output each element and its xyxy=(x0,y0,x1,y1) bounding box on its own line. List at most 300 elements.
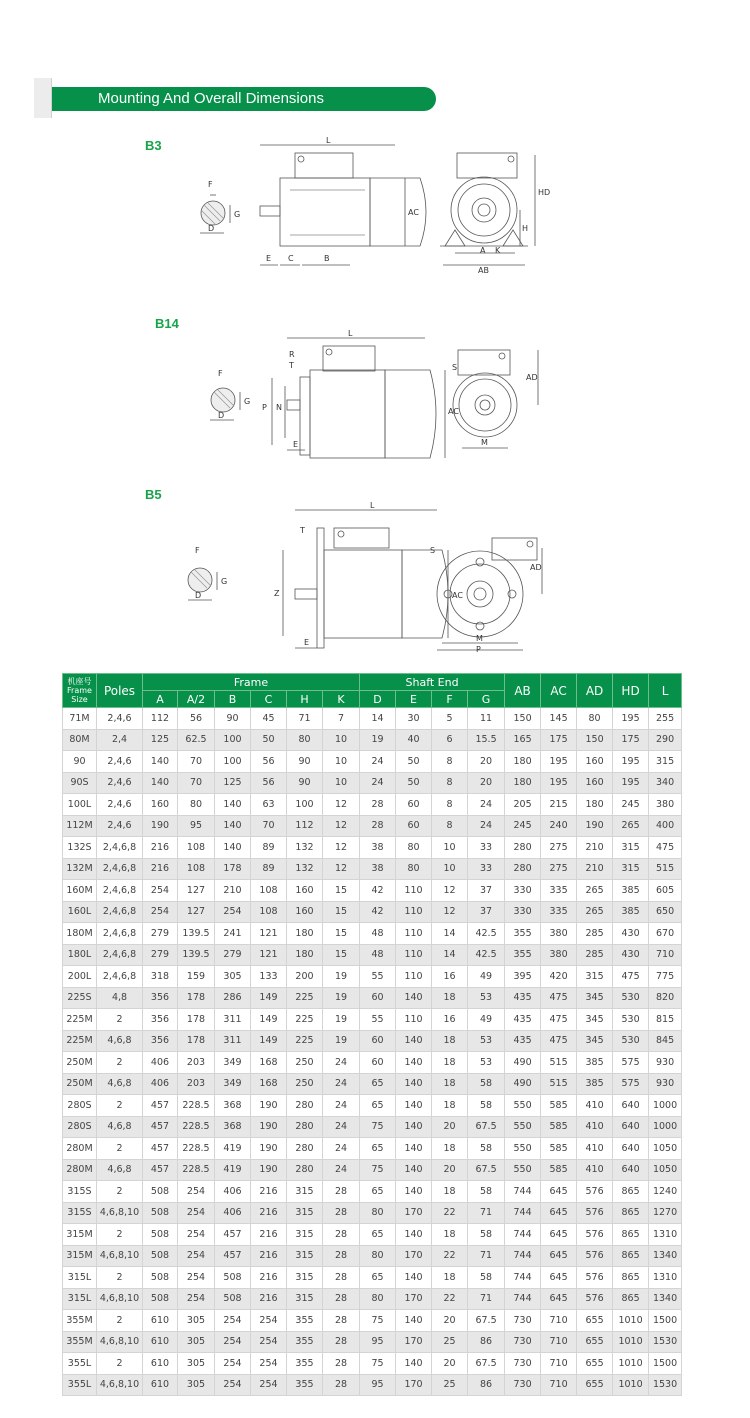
table-cell: 33 xyxy=(468,837,505,859)
table-cell: 62.5 xyxy=(178,729,215,751)
table-row xyxy=(63,1288,682,1310)
diagram-label-b3: B3 xyxy=(145,138,162,153)
table-row xyxy=(63,1224,682,1246)
table-cell: 254 xyxy=(215,901,251,923)
col-poles: Poles xyxy=(97,674,143,708)
table-row xyxy=(63,1009,682,1031)
table-cell: 216 xyxy=(251,1224,287,1246)
cell-frame-size: 280M xyxy=(63,1159,97,1181)
table-cell: 80 xyxy=(360,1245,396,1267)
cell-poles: 2,4 xyxy=(97,729,143,751)
dim-label-l: L xyxy=(370,501,375,510)
table-cell: 645 xyxy=(541,1267,577,1289)
table-cell: 280 xyxy=(287,1159,323,1181)
table-cell: 12 xyxy=(432,901,468,923)
table-cell: 200 xyxy=(287,966,323,988)
table-cell: 410 xyxy=(577,1095,613,1117)
table-cell: 290 xyxy=(649,729,682,751)
dim-label-l: L xyxy=(348,330,353,338)
table-cell: 24 xyxy=(323,1095,360,1117)
table-cell: 16 xyxy=(432,966,468,988)
table-cell: 55 xyxy=(360,966,396,988)
dim-label-e: E xyxy=(266,254,272,263)
table-cell: 110 xyxy=(396,923,432,945)
table-cell: 24 xyxy=(468,815,505,837)
table-cell: 430 xyxy=(613,923,649,945)
table-cell: 475 xyxy=(541,987,577,1009)
table-cell: 24 xyxy=(323,1052,360,1074)
cell-poles: 2 xyxy=(97,1052,143,1074)
table-cell: 340 xyxy=(649,772,682,794)
table-cell: 530 xyxy=(613,1030,649,1052)
cell-frame-size: 132S xyxy=(63,837,97,859)
table-cell: 210 xyxy=(215,880,251,902)
table-row xyxy=(63,1052,682,1074)
table-cell: 42 xyxy=(360,901,396,923)
diagram-b14 xyxy=(190,330,550,460)
table-cell: 410 xyxy=(577,1138,613,1160)
table-cell: 280 xyxy=(505,858,541,880)
table-cell: 550 xyxy=(505,1159,541,1181)
table-cell: 210 xyxy=(577,837,613,859)
table-cell: 930 xyxy=(649,1073,682,1095)
dim-label-b: B xyxy=(324,254,330,263)
table-cell: 20 xyxy=(468,772,505,794)
table-cell: 15.5 xyxy=(468,729,505,751)
table-cell: 67.5 xyxy=(468,1116,505,1138)
table-cell: 245 xyxy=(613,794,649,816)
table-cell: 585 xyxy=(541,1159,577,1181)
dim-label-a: A xyxy=(480,246,486,255)
table-cell: 550 xyxy=(505,1116,541,1138)
table-cell: 275 xyxy=(541,837,577,859)
dim-label-hd: HD xyxy=(538,188,551,197)
dim-label-f: F xyxy=(195,546,200,555)
table-row xyxy=(63,966,682,988)
frame-size-cn-label: 机座号 xyxy=(67,677,92,686)
table-cell: 165 xyxy=(505,729,541,751)
table-cell: 368 xyxy=(215,1116,251,1138)
table-cell: 149 xyxy=(251,1009,287,1031)
dim-label-d: D xyxy=(218,411,225,420)
table-cell: 48 xyxy=(360,923,396,945)
table-cell: 8 xyxy=(432,815,468,837)
table-cell: 140 xyxy=(143,772,178,794)
table-row xyxy=(63,837,682,859)
cell-frame-size: 225M xyxy=(63,1030,97,1052)
cell-poles: 4,6,8 xyxy=(97,1073,143,1095)
table-cell: 140 xyxy=(396,1052,432,1074)
cell-poles: 4,6,8,10 xyxy=(97,1245,143,1267)
table-cell: 180 xyxy=(505,772,541,794)
table-cell: 508 xyxy=(143,1245,178,1267)
table-cell: 140 xyxy=(396,1073,432,1095)
table-cell: 241 xyxy=(215,923,251,945)
table-cell: 710 xyxy=(649,944,682,966)
cell-poles: 2,4,6 xyxy=(97,708,143,730)
table-cell: 22 xyxy=(432,1245,468,1267)
table-cell: 24 xyxy=(323,1138,360,1160)
table-cell: 645 xyxy=(541,1224,577,1246)
table-cell: 710 xyxy=(541,1374,577,1396)
table-cell: 80 xyxy=(396,837,432,859)
table-cell: 12 xyxy=(323,858,360,880)
table-cell: 576 xyxy=(577,1267,613,1289)
cell-frame-size: 71M xyxy=(63,708,97,730)
table-cell: 140 xyxy=(215,837,251,859)
table-cell: 730 xyxy=(505,1353,541,1375)
table-cell: 515 xyxy=(541,1052,577,1074)
table-cell: 53 xyxy=(468,1030,505,1052)
table-cell: 730 xyxy=(505,1374,541,1396)
table-cell: 1050 xyxy=(649,1138,682,1160)
table-cell: 55 xyxy=(360,1009,396,1031)
table-cell: 355 xyxy=(287,1331,323,1353)
cell-poles: 2,4,6,8 xyxy=(97,880,143,902)
table-row xyxy=(63,1267,682,1289)
table-cell: 576 xyxy=(577,1202,613,1224)
table-cell: 730 xyxy=(505,1310,541,1332)
table-cell: 149 xyxy=(251,987,287,1009)
table-cell: 140 xyxy=(396,1353,432,1375)
dim-label-s: S xyxy=(430,546,436,555)
table-row xyxy=(63,729,682,751)
table-cell: 315 xyxy=(649,751,682,773)
table-cell: 355 xyxy=(287,1353,323,1375)
table-cell: 585 xyxy=(541,1138,577,1160)
table-cell: 14 xyxy=(432,923,468,945)
table-cell: 845 xyxy=(649,1030,682,1052)
table-cell: 605 xyxy=(649,880,682,902)
col-frame-size xyxy=(63,674,97,708)
table-cell: 33 xyxy=(468,858,505,880)
cell-frame-size: 225S xyxy=(63,987,97,1009)
table-cell: 110 xyxy=(396,901,432,923)
table-cell: 160 xyxy=(577,772,613,794)
table-cell: 508 xyxy=(143,1202,178,1224)
table-cell: 475 xyxy=(613,966,649,988)
table-cell: 95 xyxy=(178,815,215,837)
table-cell: 70 xyxy=(178,772,215,794)
dim-label-m: M xyxy=(476,634,483,643)
table-cell: 70 xyxy=(251,815,287,837)
diagram-label-b5: B5 xyxy=(145,487,162,502)
table-cell: 71 xyxy=(287,708,323,730)
table-cell: 65 xyxy=(360,1138,396,1160)
dim-label-d: D xyxy=(208,224,215,233)
table-cell: 1000 xyxy=(649,1116,682,1138)
table-cell: 254 xyxy=(178,1224,215,1246)
table-cell: 10 xyxy=(323,751,360,773)
table-cell: 108 xyxy=(251,901,287,923)
cell-poles: 2,4,6,8 xyxy=(97,923,143,945)
table-cell: 305 xyxy=(215,966,251,988)
diagram-b5 xyxy=(180,498,550,653)
table-cell: 30 xyxy=(396,708,432,730)
table-cell: 265 xyxy=(577,880,613,902)
dim-label-p: P xyxy=(262,403,267,412)
table-cell: 14 xyxy=(360,708,396,730)
table-cell: 315 xyxy=(287,1202,323,1224)
col-a: A xyxy=(143,691,178,708)
table-cell: 90 xyxy=(215,708,251,730)
frame-size-label: Frame xyxy=(67,686,92,695)
cell-frame-size: 355M xyxy=(63,1310,97,1332)
table-cell: 655 xyxy=(577,1310,613,1332)
table-cell: 18 xyxy=(432,987,468,1009)
table-cell: 349 xyxy=(215,1052,251,1074)
table-cell: 53 xyxy=(468,1052,505,1074)
table-cell: 508 xyxy=(143,1288,178,1310)
table-cell: 149 xyxy=(251,1030,287,1052)
col-k: K xyxy=(323,691,360,708)
table-row xyxy=(63,772,682,794)
table-cell: 744 xyxy=(505,1245,541,1267)
table-cell: 640 xyxy=(613,1095,649,1117)
table-cell: 1010 xyxy=(613,1310,649,1332)
table-cell: 140 xyxy=(396,987,432,1009)
table-cell: 406 xyxy=(143,1052,178,1074)
dimensions-table xyxy=(62,673,682,1396)
table-cell: 15 xyxy=(323,923,360,945)
table-cell: 430 xyxy=(613,944,649,966)
table-cell: 279 xyxy=(143,944,178,966)
table-cell: 190 xyxy=(251,1159,287,1181)
table-cell: 216 xyxy=(251,1181,287,1203)
table-cell: 18 xyxy=(432,1030,468,1052)
table-cell: 50 xyxy=(251,729,287,751)
table-cell: 645 xyxy=(541,1202,577,1224)
table-cell: 100 xyxy=(215,729,251,751)
table-cell: 355 xyxy=(287,1374,323,1396)
cell-poles: 2 xyxy=(97,1138,143,1160)
table-cell: 6 xyxy=(432,729,468,751)
table-cell: 865 xyxy=(613,1267,649,1289)
table-cell: 205 xyxy=(505,794,541,816)
table-cell: 645 xyxy=(541,1181,577,1203)
table-cell: 1010 xyxy=(613,1374,649,1396)
table-cell: 254 xyxy=(215,1353,251,1375)
cell-poles: 2 xyxy=(97,1310,143,1332)
table-cell: 315 xyxy=(613,858,649,880)
table-cell: 265 xyxy=(577,901,613,923)
table-cell: 100 xyxy=(287,794,323,816)
table-cell: 42.5 xyxy=(468,923,505,945)
size-label: Size xyxy=(71,695,88,704)
table-cell: 255 xyxy=(649,708,682,730)
table-cell: 254 xyxy=(215,1374,251,1396)
cell-frame-size: 160L xyxy=(63,901,97,923)
table-cell: 180 xyxy=(287,923,323,945)
table-cell: 178 xyxy=(178,987,215,1009)
cell-frame-size: 180M xyxy=(63,923,97,945)
table-cell: 24 xyxy=(468,794,505,816)
table-cell: 58 xyxy=(468,1095,505,1117)
header-tab-stub xyxy=(34,78,52,118)
table-cell: 254 xyxy=(178,1288,215,1310)
table-cell: 65 xyxy=(360,1073,396,1095)
table-cell: 175 xyxy=(541,729,577,751)
table-cell: 215 xyxy=(541,794,577,816)
table-cell: 20 xyxy=(432,1116,468,1138)
table-cell: 28 xyxy=(323,1288,360,1310)
table-cell: 75 xyxy=(360,1159,396,1181)
dim-label-d: D xyxy=(195,591,202,600)
cell-frame-size: 90S xyxy=(63,772,97,794)
cell-frame-size: 180L xyxy=(63,944,97,966)
cell-poles: 2 xyxy=(97,1224,143,1246)
table-row xyxy=(63,1374,682,1396)
table-cell: 45 xyxy=(251,708,287,730)
table-cell: 744 xyxy=(505,1267,541,1289)
table-cell: 457 xyxy=(215,1245,251,1267)
dim-label-m: M xyxy=(481,438,488,447)
table-cell: 19 xyxy=(360,729,396,751)
dim-label-e: E xyxy=(293,440,299,449)
table-cell: 380 xyxy=(541,944,577,966)
cell-poles: 2,4,6,8 xyxy=(97,944,143,966)
table-cell: 330 xyxy=(505,901,541,923)
table-cell: 356 xyxy=(143,1009,178,1031)
table-cell: 28 xyxy=(323,1374,360,1396)
cell-poles: 2,4,6 xyxy=(97,751,143,773)
table-cell: 19 xyxy=(323,1009,360,1031)
diagram-label-b14: B14 xyxy=(155,316,179,331)
table-row xyxy=(63,1353,682,1375)
table-cell: 335 xyxy=(541,880,577,902)
table-cell: 710 xyxy=(541,1310,577,1332)
table-cell: 280 xyxy=(287,1095,323,1117)
table-cell: 585 xyxy=(541,1116,577,1138)
table-cell: 655 xyxy=(577,1353,613,1375)
table-cell: 71 xyxy=(468,1288,505,1310)
cell-frame-size: 250M xyxy=(63,1052,97,1074)
table-cell: 640 xyxy=(613,1138,649,1160)
table-cell: 18 xyxy=(432,1073,468,1095)
dim-label-e: E xyxy=(304,638,310,647)
table-cell: 28 xyxy=(323,1202,360,1224)
table-cell: 285 xyxy=(577,923,613,945)
table-cell: 315 xyxy=(287,1181,323,1203)
cell-poles: 4,6,8,10 xyxy=(97,1202,143,1224)
table-cell: 140 xyxy=(396,1181,432,1203)
table-cell: 65 xyxy=(360,1095,396,1117)
table-row xyxy=(63,944,682,966)
table-cell: 865 xyxy=(613,1181,649,1203)
dim-label-c: C xyxy=(288,254,294,263)
dim-label-t: T xyxy=(289,361,294,370)
table-row xyxy=(63,751,682,773)
table-cell: 216 xyxy=(143,858,178,880)
table-cell: 744 xyxy=(505,1288,541,1310)
table-cell: 508 xyxy=(143,1181,178,1203)
table-cell: 457 xyxy=(143,1159,178,1181)
table-cell: 225 xyxy=(287,987,323,1009)
table-cell: 406 xyxy=(215,1181,251,1203)
table-cell: 150 xyxy=(577,729,613,751)
table-cell: 315 xyxy=(577,966,613,988)
table-cell: 254 xyxy=(178,1181,215,1203)
table-cell: 180 xyxy=(505,751,541,773)
table-cell: 56 xyxy=(251,751,287,773)
table-cell: 140 xyxy=(396,1095,432,1117)
table-row xyxy=(63,880,682,902)
table-row xyxy=(63,1310,682,1332)
table-cell: 80 xyxy=(360,1202,396,1224)
table-cell: 435 xyxy=(505,1009,541,1031)
table-cell: 240 xyxy=(541,815,577,837)
table-cell: 575 xyxy=(613,1073,649,1095)
cell-poles: 2,4,6,8 xyxy=(97,837,143,859)
table-cell: 457 xyxy=(143,1138,178,1160)
table-cell: 610 xyxy=(143,1374,178,1396)
table-cell: 670 xyxy=(649,923,682,945)
dim-label-p: P xyxy=(476,645,481,653)
col-b: B xyxy=(215,691,251,708)
table-cell: 24 xyxy=(360,751,396,773)
table-header xyxy=(63,674,682,708)
b14-drawing xyxy=(190,330,550,460)
table-row xyxy=(63,1202,682,1224)
table-cell: 530 xyxy=(613,987,649,1009)
table-cell: 475 xyxy=(541,1030,577,1052)
table-cell: 330 xyxy=(505,880,541,902)
cell-frame-size: 160M xyxy=(63,880,97,902)
table-cell: 865 xyxy=(613,1202,649,1224)
dim-label-k: K xyxy=(495,246,501,255)
dim-label-g: G xyxy=(244,397,251,406)
table-cell: 11 xyxy=(468,708,505,730)
dim-label-f: F xyxy=(218,369,223,378)
table-cell: 254 xyxy=(251,1331,287,1353)
table-cell: 356 xyxy=(143,987,178,1009)
table-cell: 42 xyxy=(360,880,396,902)
table-cell: 22 xyxy=(432,1202,468,1224)
table-cell: 508 xyxy=(143,1224,178,1246)
cell-frame-size: 225M xyxy=(63,1009,97,1031)
cell-frame-size: 280M xyxy=(63,1138,97,1160)
table-cell: 140 xyxy=(215,815,251,837)
table-cell: 110 xyxy=(396,1009,432,1031)
table-cell: 311 xyxy=(215,1030,251,1052)
table-cell: 56 xyxy=(251,772,287,794)
table-row xyxy=(63,815,682,837)
table-cell: 1340 xyxy=(649,1245,682,1267)
table-cell: 275 xyxy=(541,858,577,880)
table-cell: 610 xyxy=(143,1353,178,1375)
table-cell: 655 xyxy=(577,1331,613,1353)
table-cell: 305 xyxy=(178,1374,215,1396)
table-cell: 195 xyxy=(613,772,649,794)
cell-poles: 4,6,8 xyxy=(97,1159,143,1181)
dim-label-g: G xyxy=(221,577,228,586)
table-cell: 400 xyxy=(649,815,682,837)
dim-label-t: T xyxy=(300,526,305,535)
table-cell: 420 xyxy=(541,966,577,988)
table-cell: 108 xyxy=(251,880,287,902)
table-cell: 108 xyxy=(178,837,215,859)
table-row xyxy=(63,1095,682,1117)
table-cell: 576 xyxy=(577,1245,613,1267)
cell-poles: 2,4,6 xyxy=(97,815,143,837)
table-cell: 349 xyxy=(215,1073,251,1095)
table-cell: 80 xyxy=(360,1288,396,1310)
cell-frame-size: 315S xyxy=(63,1181,97,1203)
table-cell: 345 xyxy=(577,1030,613,1052)
table-cell: 160 xyxy=(287,901,323,923)
cell-poles: 2 xyxy=(97,1181,143,1203)
dim-label-ab: AB xyxy=(478,266,489,275)
